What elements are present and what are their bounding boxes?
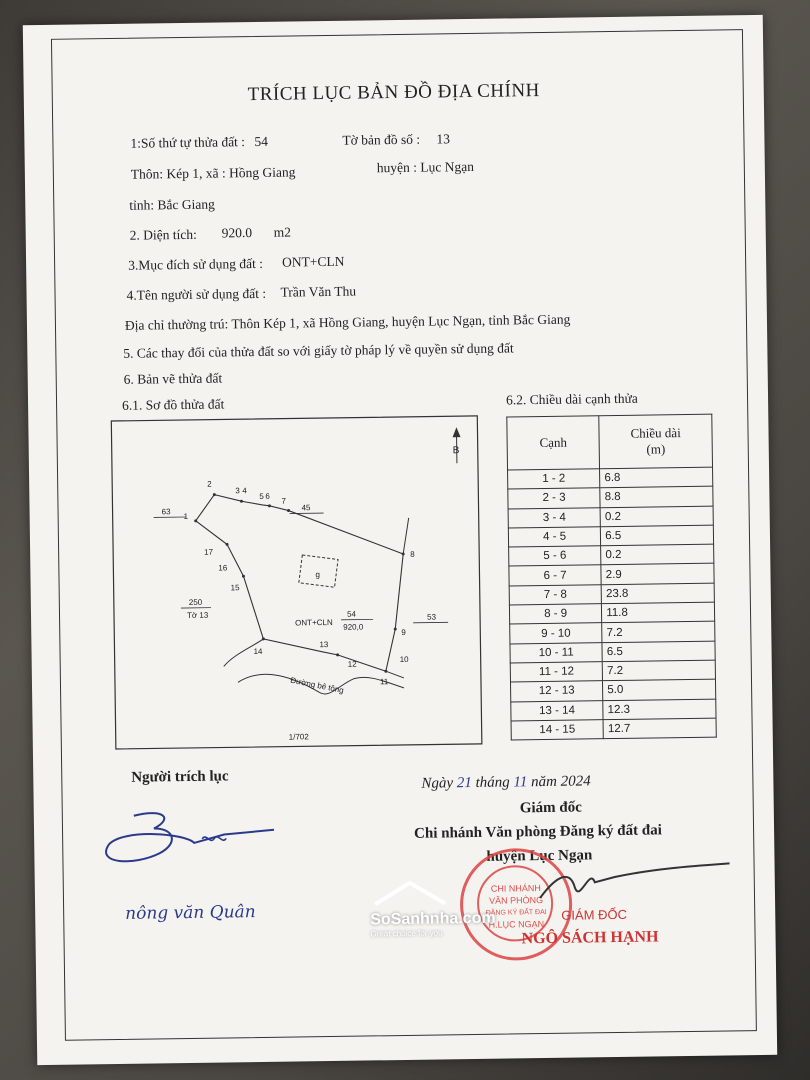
point-10: 10 <box>399 654 409 665</box>
neighbor-63-label: 63 <box>161 507 171 517</box>
north-label: B <box>452 445 460 457</box>
neighbor-boundary-east <box>403 518 410 554</box>
table-row: 6 - 7 2.9 <box>509 564 714 586</box>
point-15: 15 <box>230 583 240 593</box>
land-use-label: 3.Mục đích sử dụng đất : <box>128 255 264 273</box>
map-sheet-label: Tờ bản đồ số : <box>342 131 421 148</box>
village-commune: Thôn: Kép 1, xã : Hồng Giang <box>130 164 296 182</box>
point-17: 17 <box>204 547 214 557</box>
point-2: 2 <box>207 479 212 489</box>
watermark-tagline: Great choice for you <box>370 928 443 939</box>
document-paper <box>23 15 777 1065</box>
director-title: Giám đốc <box>519 799 582 817</box>
point-11: 11 <box>379 677 389 687</box>
table-row: 12 - 13 5.0 <box>510 679 715 701</box>
table-row: 3 - 4 0.2 <box>508 506 713 528</box>
table-row: 7 - 8 23.8 <box>509 583 714 605</box>
province: tỉnh: Bắc Giang <box>129 196 215 213</box>
director-role-red: GIÁM ĐỐC <box>561 906 628 923</box>
point-1: 1 <box>183 511 189 522</box>
neighbor-53-label: 53 <box>427 612 437 622</box>
land-use-value: ONT+CLN <box>282 253 345 270</box>
point-14: 14 <box>253 646 263 657</box>
map-frame <box>111 416 482 749</box>
signing-date: Ngày 21 tháng 11 năm 2024 <box>421 773 591 792</box>
section-edge-lengths: 6.2. Chiều dài cạnh thửa <box>505 390 638 408</box>
neighbor-45-label: 45 <box>301 503 311 513</box>
building-label: g <box>315 570 320 580</box>
parcel-landuse-label: ONT+CLN <box>295 617 333 628</box>
neighbor-250-sheet: Tờ 13 <box>186 610 209 620</box>
parcel-area-label: 920,0 <box>343 622 364 632</box>
parcel-boundary <box>195 492 404 674</box>
parcel-map <box>110 415 483 750</box>
changes-note: 5. Các thay đổi của thửa đất so với giấy tờ pháp lý về quyền sử dụng đất <box>123 340 514 361</box>
road-label: Đường bê tông <box>289 675 345 696</box>
table-row: 5 - 6 0.2 <box>509 544 714 566</box>
org-line-1: Chi nhánh Văn phòng Đăng ký đất đai <box>413 822 662 842</box>
point-12: 12 <box>347 659 357 669</box>
table-header-edge: Cạnh <box>507 416 600 470</box>
director-signature <box>534 855 735 908</box>
org-line-2: huyện Lục Ngạn <box>486 847 593 865</box>
table-row: 8 - 9 11.8 <box>509 602 714 624</box>
table-row: 13 - 14 12.3 <box>511 699 716 721</box>
point-3: 3 <box>235 486 240 496</box>
point-7: 7 <box>281 496 286 506</box>
table-row: 4 - 5 6.5 <box>508 525 713 547</box>
extractor-name: nông văn Quân <box>125 902 256 924</box>
point-4: 4 <box>242 486 247 496</box>
house-logo-icon <box>370 879 450 906</box>
table-row: 10 - 11 6.5 <box>510 641 715 663</box>
point-16: 16 <box>218 563 228 573</box>
extractor-signature <box>74 802 285 895</box>
parcel-number-value: 54 <box>254 133 269 149</box>
director-name: NGÔ SÁCH HẠNH <box>521 928 659 948</box>
district: huyện : Lục Ngạn <box>376 158 475 176</box>
point-6: 6 <box>265 491 270 501</box>
neighbor-250-label: 250 <box>188 597 203 607</box>
official-seal: CHI NHÁNH VĂN PHÒNG ĐĂNG KÝ ĐẤT ĐAI H.LỤC NGẠN <box>459 848 573 962</box>
owner-name: Trần Văn Thu <box>280 283 357 300</box>
edge-length-table <box>506 414 717 741</box>
area-value: 920.0 <box>221 225 253 241</box>
point-8: 8 <box>410 549 415 559</box>
point-13: 13 <box>319 640 329 650</box>
owner-address: Địa chỉ thường trú: Thôn Kép 1, xã Hồng Giang, huyện Lục Ngạn, tỉnh Bắc Giang <box>124 311 571 333</box>
area-label: 2. Diện tích: <box>129 226 197 243</box>
table-row: 2 - 3 8.8 <box>508 486 713 508</box>
table-row: 11 - 12 7.2 <box>510 660 715 682</box>
area-unit: m2 <box>273 224 292 240</box>
map-sheet-value: 13 <box>436 131 451 147</box>
section-drawing: 6. Bản vẽ thửa đất <box>123 370 223 387</box>
document-title: TRÍCH LỤC BẢN ĐỒ ĐỊA CHÍNH <box>247 80 540 106</box>
north-arrow-icon <box>452 427 460 437</box>
table-row: 14 - 15 12.7 <box>511 718 716 740</box>
table-header-length: Chiều dài (m) <box>599 414 712 469</box>
point-9: 9 <box>401 627 406 637</box>
table-row: 1 - 2 6.8 <box>508 467 713 489</box>
owner-label: 4.Tên người sử dụng đất : <box>126 285 267 303</box>
extractor-title: Người trích lục <box>131 768 229 786</box>
watermark-brand: SoSanhnha.com <box>370 909 496 929</box>
map-scale: 1/702 <box>288 732 309 742</box>
section-parcel-diagram: 6.1. Sơ đồ thửa đất <box>121 396 225 413</box>
parcel-no-label: 54 <box>346 609 356 619</box>
watermark <box>370 879 496 939</box>
point-5: 5 <box>259 491 264 501</box>
parcel-number-label: 1:Số thứ tự thửa đất : <box>130 134 246 151</box>
neighbor-boundary-south <box>386 671 404 678</box>
table-row: 9 - 10 7.2 <box>510 621 715 643</box>
